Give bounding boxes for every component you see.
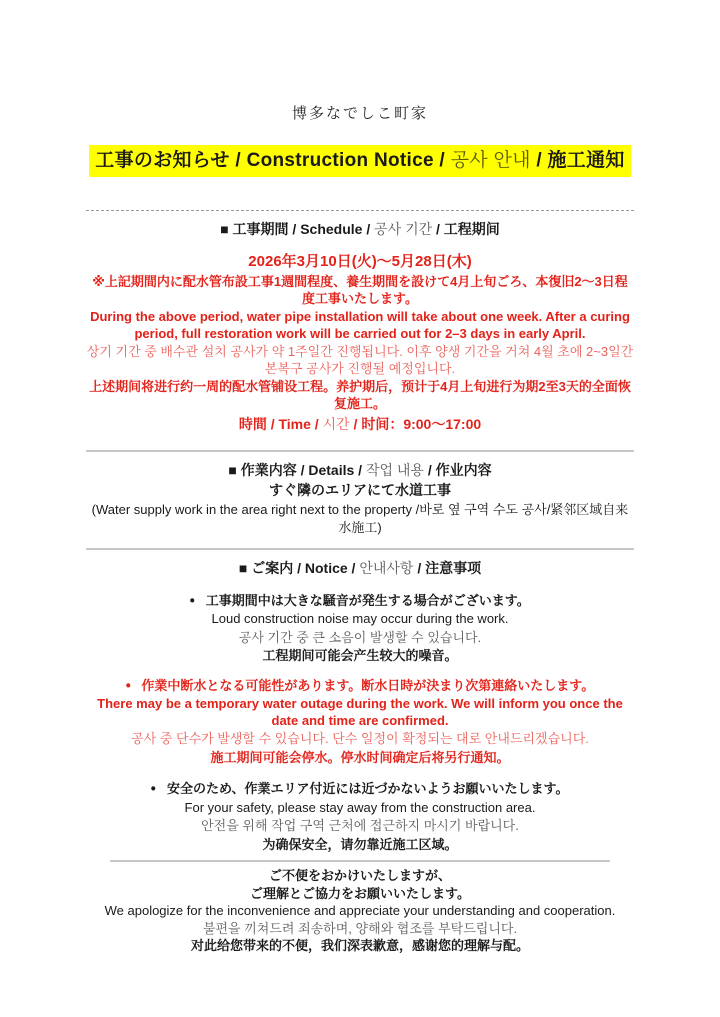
closing-en: We apologize for the inconvenience and appreciate your understanding and cooperation. (104, 903, 616, 918)
closing-message (86, 868, 634, 955)
divider-short (110, 860, 610, 862)
notice-item-kr: 공사 기간 중 큰 소음이 발생할 수 있습니다. (238, 629, 482, 645)
notice-item-safety (86, 781, 634, 853)
notice-item-en: There may be a temporary water outage during the work. We will inform you once the date and time are confirmed. (97, 696, 623, 728)
notice-title-highlighted: 工事のお知らせ / Construction Notice / 공사 안내 / 施工通知 (89, 145, 630, 177)
notice-item-kr: 안전을 위해 작업 구역 근처에 접근하지 마시기 바랍니다. (201, 818, 519, 833)
schedule-date: 2026年3月10日(火)～5月28日(木) (248, 253, 472, 270)
bullet-icon: • (190, 591, 196, 609)
closing-jp-line2: ご理解とご協力をお願いいたします。 (250, 885, 470, 901)
schedule-note-jp: ※上記期間内に配水管布設工事1週間程度、養生期間を設けて4月上旬ごろ、本復旧2～3日程度工事いたします。 (92, 274, 628, 306)
notice-item-cn: 为确保安全，请勿靠近施工区域。 (262, 836, 458, 852)
property-name: 博多なでしこ町家 (291, 105, 428, 122)
notice-item-jp-line (86, 781, 634, 798)
divider-dashed (86, 210, 634, 211)
schedule-section-heading: ■ 工事期間 / Schedule / 공사 기간 / 工程期间 (220, 221, 500, 237)
divider (86, 548, 634, 550)
notice-section-heading: ■ ご案内 / Notice / 안내사항 / 注意事项 (238, 559, 482, 576)
notice-item-jp-line (86, 678, 634, 695)
notice-item-jp-line (86, 593, 634, 610)
notice-item-en: Loud construction noise may occur during the work. (211, 611, 509, 626)
notice-title-row (86, 145, 634, 177)
notice-item-water-outage (86, 678, 634, 767)
notice-item-en: For your safety, please stay away from the construction area. (184, 799, 536, 815)
details-jp: すぐ隣のエリアにて水道工事 (269, 482, 451, 498)
closing-kr: 불편을 끼쳐드려 죄송하며, 양해와 협조를 부탁드립니다. (202, 920, 518, 936)
details-section-heading: ■ 作業内容 / Details / 작업 내용 / 作业内容 (228, 462, 492, 478)
notice-item-kr: 공사 중 단수가 발생할 수 있습니다. 단수 일정이 확정되는 대로 안내드리겠습니다. (131, 731, 589, 746)
notice-item-cn: 施工期间可能会停水。停水时间确定后将另行通知。 (210, 749, 510, 765)
closing-jp-line1: ご不便をおかけいたしますが、 (268, 868, 451, 883)
closing-cn: 对此给您带来的不便，我们深表歉意，感谢您的理解与配。 (190, 938, 529, 953)
notice-item-jp: 安全のため、作業エリア付近には近づかないようお願いいたします。 (167, 781, 569, 796)
notice-item-cn: 工程期间可能会产生较大的噪音。 (262, 648, 458, 663)
details-multilingual: (Water supply work in the area right next to the property /바로 옆 구역 수도 공사/紧邻区域自来水施工) (91, 501, 629, 535)
divider (86, 450, 634, 452)
notice-item-jp: 工事期間中は大きな騒音が発生する場合がございます。 (205, 592, 530, 608)
schedule-note-cn: 上述期间将进行约一周的配水管铺设工程。养护期后，预计于4月上旬进行为期2至3天的全面恢复施工。 (89, 379, 631, 411)
bullet-icon: • (151, 780, 157, 797)
notice-item-jp: 作業中断水となる可能性があります。断水日時が決まり次第連絡いたします。 (141, 677, 595, 693)
schedule-time: 時間 / Time / 시간 / 时间：9:00～17:00 (238, 416, 482, 432)
schedule-note-en: During the above period, water pipe installation will take about one week. After a curing period, full restoration work will be carried out for 2–3 days in early April. (90, 309, 630, 341)
schedule-note-kr: 상기 기간 중 배수관 설치 공사가 약 1주일간 진행됩니다. 이후 양생 기간을 거쳐 4월 초에 2~3일간 본복구 공사가 진행될 예정입니다. (86, 344, 634, 376)
notice-item-noise (86, 593, 634, 665)
bullet-icon: • (125, 676, 131, 694)
